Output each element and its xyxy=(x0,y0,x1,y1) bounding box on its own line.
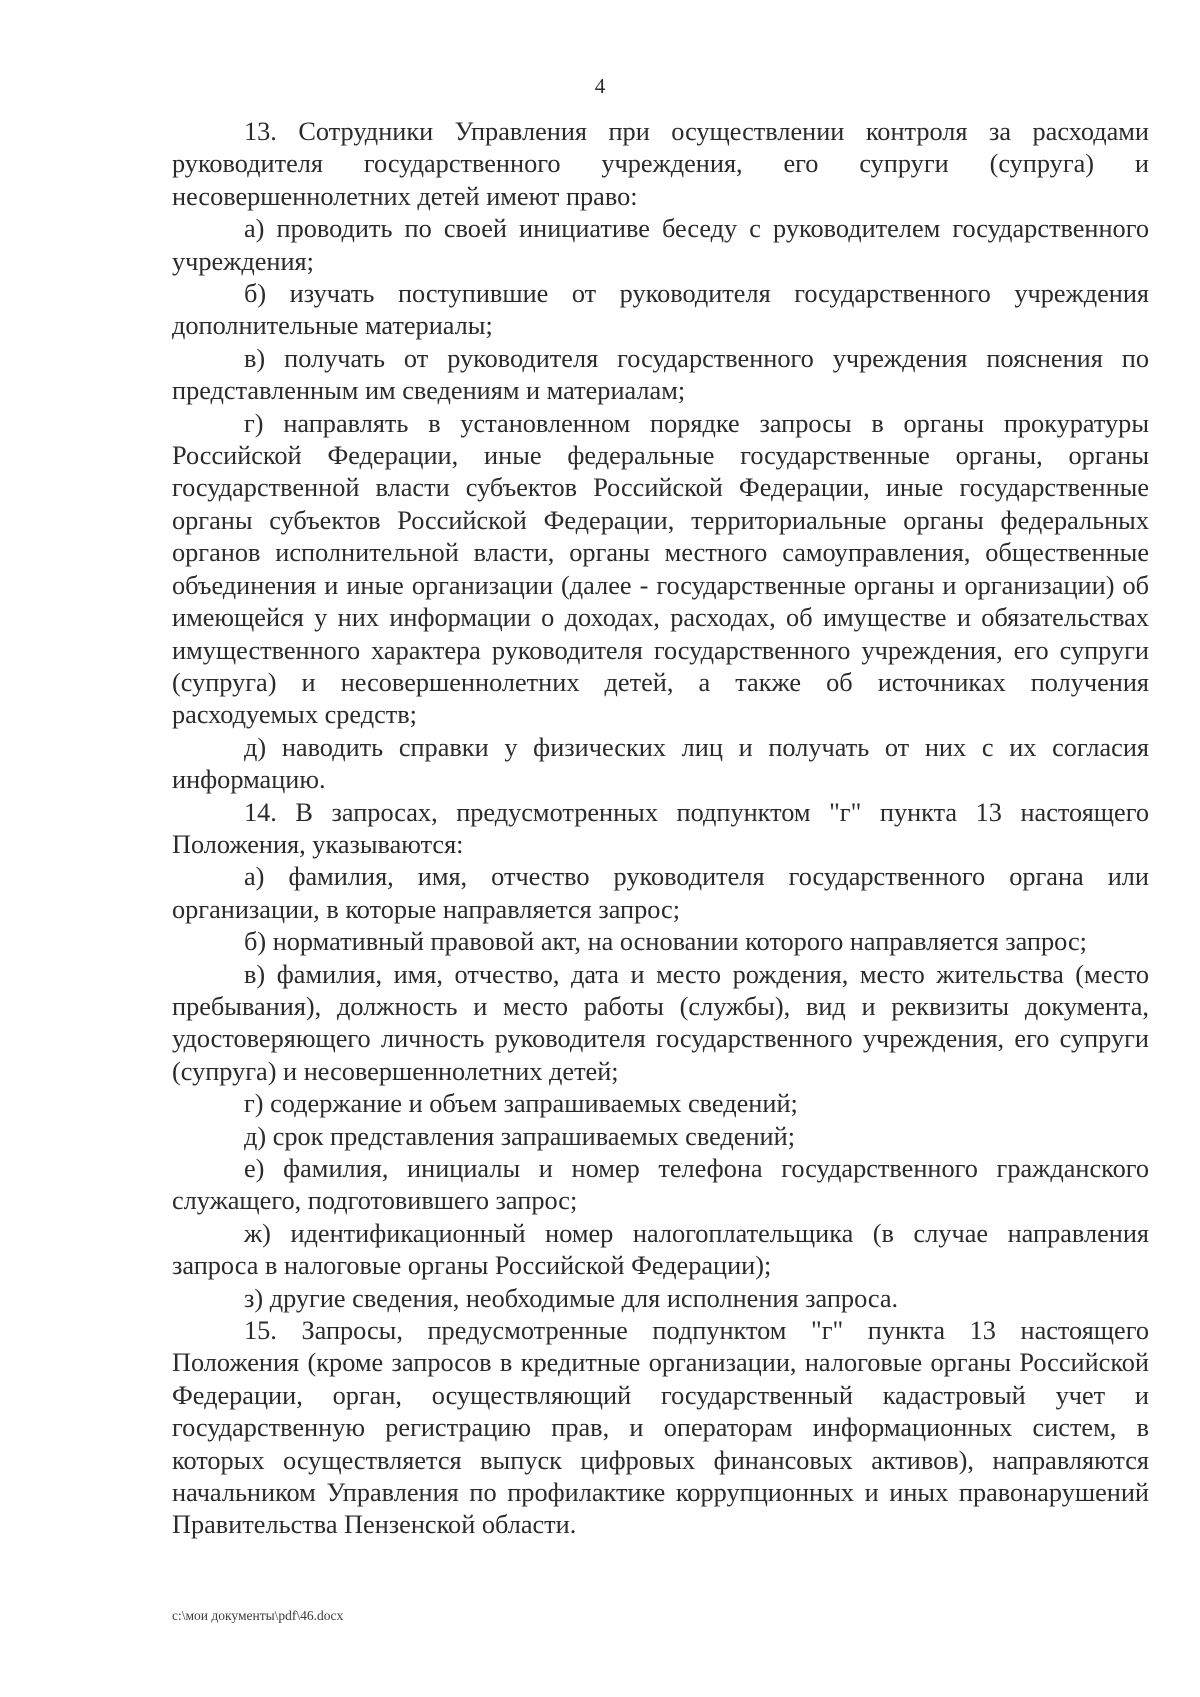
paragraph-14-g: г) содержание и объем запрашиваемых сведений; xyxy=(244,1089,798,1119)
paragraph-14-a: а) фамилия, имя, отчество руководителя государственного органа или организации, в которые направляется запрос; xyxy=(172,862,1149,924)
paragraph-14-z: з) другие сведения, необходимые для исполнения запроса. xyxy=(244,1283,899,1313)
page-number: 4 xyxy=(594,74,606,98)
file-path-footer: c:\мои документы\pdf\46.docx xyxy=(172,1608,344,1623)
paragraph-14-e: е) фамилия, инициалы и номер телефона государственного гражданского служащего, подготовившего запрос; xyxy=(172,1154,1149,1216)
paragraph-13: 13. Сотрудники Управления при осуществлении контроля за расходами руководителя государственного учреждения, его супруги (супруга) и несовершеннолетних детей имеют право: xyxy=(172,117,1149,211)
paragraph-14-zh: ж) идентификационный номер налогоплательщика (в случае направления запроса в налоговые органы Российской Федерации); xyxy=(172,1218,1149,1281)
paragraph-14-v: в) фамилия, имя, отчество, дата и место рождения, место жительства (место пребывания), должность и место работы (службы), вид и реквизиты документа, удостоверяющего личность руководителя государственного учреждения, его супруги (супруга) и несовершеннолетних детей; xyxy=(172,959,1149,1086)
paragraph-13-d: д) наводить справки у физических лиц и получать от них с их согласия информацию. xyxy=(172,732,1149,795)
paragraph-13-b: б) изучать поступившие от руководителя государственного учреждения дополнительные материалы; xyxy=(172,279,1149,341)
paragraph-13-a: а) проводить по своей инициативе беседу с руководителем государственного учреждения; xyxy=(172,214,1149,276)
paragraph-15: 15. Запросы, предусмотренные подпунктом "г" пункта 13 настоящего Положения (кроме запросов в кредитные организации, налоговые органы Российской Федерации, орган, осуществляющий государственный кадастровый учет и государственную регистрацию прав, и операторам информационных систем, в которых осуществляется выпуск цифровых финансовых активов), направляются начальником Управления по профилактике коррупционных и иных правонарушений Правительства Пензенской области. xyxy=(172,1316,1149,1540)
paragraph-14-d: д) срок представления запрашиваемых сведений; xyxy=(244,1121,796,1151)
document-body xyxy=(172,116,1149,1542)
paragraph-14: 14. В запросах, предусмотренных подпунктом "г" пункта 13 настоящего Положения, указываются: xyxy=(172,797,1149,859)
paragraph-14-b: б) нормативный правовой акт, на основании которого направляется запрос; xyxy=(244,927,1087,957)
paragraph-13-g: г) направлять в установленном порядке запросы в органы прокуратуры Российской Федерации, иные федеральные государственные органы, органы государственной власти субъектов Российской Федерации, иные государственные органы субъектов Российской Федерации, территориальные органы федеральных органов исполнительной власти, органы местного самоуправления, общественные объединения и иные организации (далее - государственные органы и организации) об имеющейся у них информации о доходах, расходах, об имуществе и обязательствах имущественного характера руководителя государственного учреждения, его супруги (супруга) и несовершеннолетних детей, а также об источниках получения расходуемых средств; xyxy=(172,408,1149,730)
paragraph-13-v: в) получать от руководителя государственного учреждения пояснения по представленным им сведениям и материалам; xyxy=(172,343,1149,406)
